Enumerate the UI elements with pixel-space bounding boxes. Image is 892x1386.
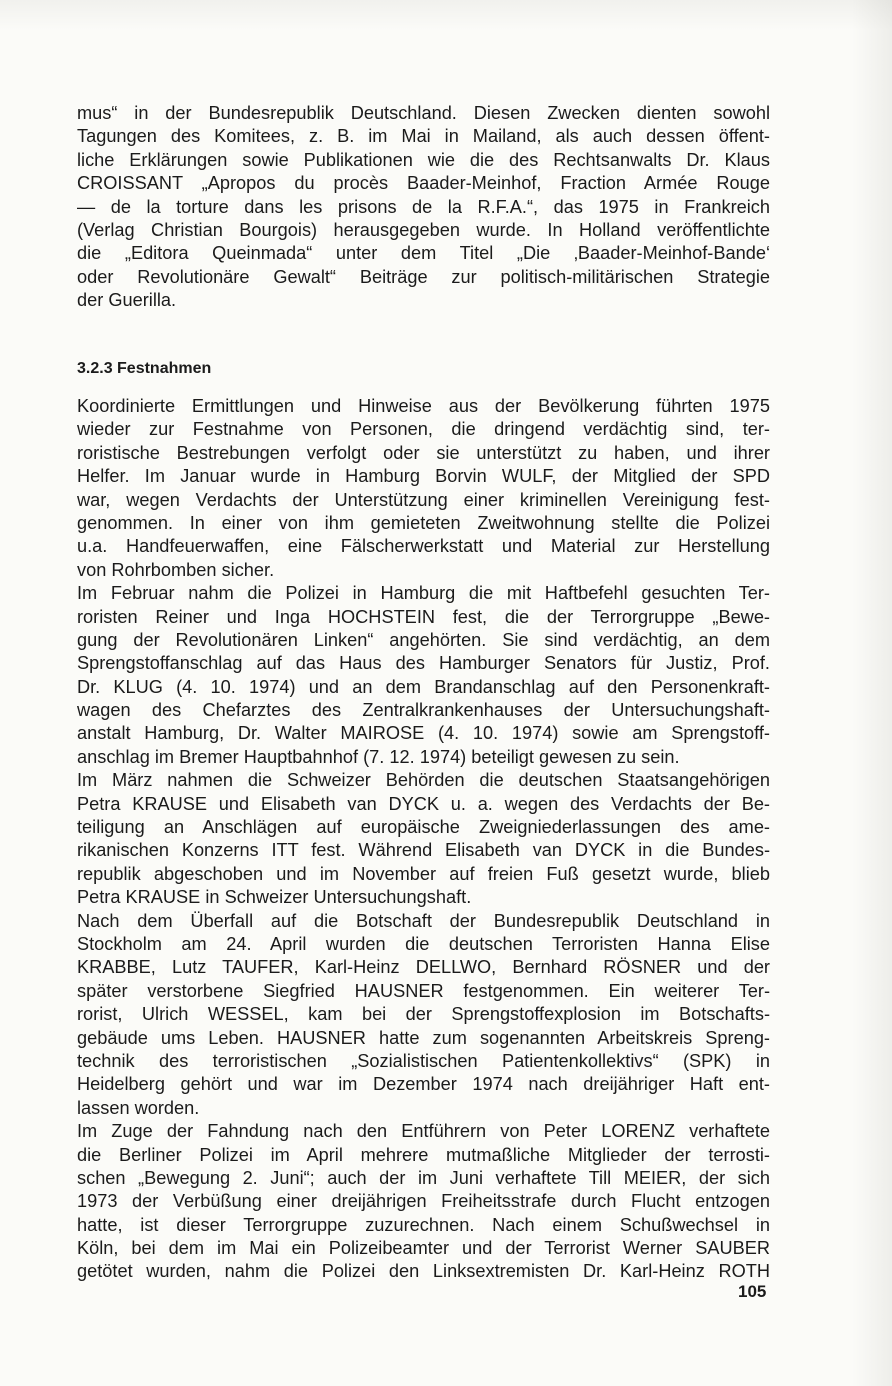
text-line: technik des terroristischen „Sozialistischen Patientenkollektivs“ (SPK) in <box>77 1050 770 1071</box>
text-line: (Verlag Christian Bourgois) herausgegeben wurde. In Holland veröffentlichte <box>77 219 770 240</box>
text-line: wieder zur Festnahme von Personen, die dringend verdächtig sind, ter- <box>77 419 770 440</box>
section-body <box>77 395 770 1284</box>
text-line: später verstorbene Siegfried HAUSNER festgenommen. Ein weiterer Ter- <box>77 980 770 1001</box>
text-line: gung der Revolutionären Linken“ angehörten. Sie sind verdächtig, an dem <box>77 629 770 650</box>
text-line: u.a. Handfeuerwaffen, eine Fälscherwerkstatt und Material zur Herstellung <box>77 536 770 557</box>
text-line: roristen Reiner und Inga HOCHSTEIN fest, die der Terrorgruppe „Bewe- <box>77 606 770 627</box>
text-line: 1973 der Verbüßung einer dreijährigen Freiheitsstrafe durch Flucht entzogen <box>77 1191 770 1212</box>
text-line: getötet wurden, nahm die Polizei den Linksextremisten Dr. Karl-Heinz ROTH <box>77 1261 770 1282</box>
text-line: Koordinierte Ermittlungen und Hinweise aus der Bevölkerung führten 1975 <box>77 396 770 416</box>
text-line: — de la torture dans les prisons de la R.F.A.“, das 1975 in Frankreich <box>77 196 770 217</box>
text-line: rorist, Ulrich WESSEL, kam bei der Sprengstoffexplosion im Botschafts- <box>77 1004 770 1025</box>
text-line: Tagungen des Komitees, z. B. im Mai in Mailand, als auch dessen öffent- <box>77 126 770 147</box>
text-line: war, wegen Verdachts der Unterstützung einer kriminellen Vereinigung fest- <box>77 489 770 510</box>
text-line: KRABBE, Lutz TAUFER, Karl-Heinz DELLWO, Bernhard RÖSNER und der <box>77 957 770 978</box>
text-line: Im Zuge der Fahndung nach den Entführern von Peter LORENZ verhaftete <box>77 1121 770 1142</box>
text-line: Köln, bei dem im Mai ein Polizeibeamter und der Terrorist Werner SAUBER <box>77 1238 770 1259</box>
text-line: Stockholm am 24. April wurden die deutschen Terroristen Hanna Elise <box>77 933 770 954</box>
text-line: rikanischen Konzerns ITT fest. Während Elisabeth van DYCK in die Bundes- <box>77 840 770 861</box>
text-line: hatte, ist dieser Terrorgruppe zuzurechnen. Nach einem Schußwechsel in <box>77 1214 770 1235</box>
text-line: roristische Bestrebungen verfolgt oder sie unterstützt zu haben, und ihrer <box>77 442 770 463</box>
text-line: genommen. In einer von ihm gemieteten Zweitwohnung stellte die Polizei <box>77 512 770 533</box>
text-line: oder Revolutionäre Gewalt“ Beiträge zur politisch-militärischen Strategie <box>77 266 770 287</box>
text-line: Petra KRAUSE und Elisabeth van DYCK u. a. wegen des Verdachts der Be- <box>77 793 770 814</box>
page-top-shadow <box>0 0 892 30</box>
text-line: von Rohrbomben sicher. <box>77 559 275 580</box>
text-line: schen „Bewegung 2. Juni“; auch der im Juni verhaftete Till MEIER, der sich <box>77 1167 770 1188</box>
text-line: gebäude ums Leben. HAUSNER hatte zum sogenannten Arbeitskreis Spreng- <box>77 1027 770 1048</box>
text-line: mus“ in der Bundesrepublik Deutschland. Diesen Zwecken dienten sowohl <box>77 103 770 123</box>
text-line: Nach dem Überfall auf die Botschaft der Bundesrepublik Deutschland in <box>77 910 770 931</box>
text-line: CROISSANT „Apropos du procès Baader-Meinhof, Fraction Armée Rouge <box>77 173 770 194</box>
text-line: teiligung an Anschlägen auf europäische Zweigniederlassungen des ame- <box>77 817 770 838</box>
text-line: Helfer. Im Januar wurde in Hamburg Borvin WULF, der Mitglied der SPD <box>77 466 770 487</box>
intro-paragraph <box>77 102 770 313</box>
page-number: 105 <box>738 1282 767 1301</box>
text-line: liche Erklärungen sowie Publikationen wie die des Rechtsanwalts Dr. Klaus <box>77 149 770 170</box>
text-line: die „Editora Queinmada“ unter dem Titel „Die ‚Baader-Meinhof-Bande‘ <box>77 243 770 264</box>
text-line: republik abgeschoben und im November auf freien Fuß gesetzt wurde, blieb <box>77 863 770 884</box>
text-line: Petra KRAUSE in Schweizer Untersuchungshaft. <box>77 887 472 908</box>
text-line: Im März nahmen die Schweizer Behörden die deutschen Staatsangehörigen <box>77 770 770 791</box>
text-line: der Guerilla. <box>77 290 177 311</box>
text-line: Sprengstoffanschlag auf das Haus des Hamburger Senators für Justiz, Prof. <box>77 653 770 674</box>
text-line: Heidelberg gehört und war im Dezember 1974 nach dreijähriger Haft ent- <box>77 1074 770 1095</box>
section-heading: 3.2.3 Festnahmen <box>77 360 212 377</box>
text-line: wagen des Chefarztes des Zentralkrankenhauses der Untersuchungshaft- <box>77 700 770 721</box>
text-line: anschlag im Bremer Hauptbahnhof (7. 12. 1974) beteiligt gewesen zu sein. <box>77 746 680 767</box>
text-line: die Berliner Polizei im April mehrere mutmaßliche Mitglieder der terrosti- <box>77 1144 770 1165</box>
text-line: Im Februar nahm die Polizei in Hamburg die mit Haftbefehl gesuchten Ter- <box>77 583 770 604</box>
text-line: lassen worden. <box>77 1097 200 1118</box>
text-line: anstalt Hamburg, Dr. Walter MAIROSE (4. 10. 1974) sowie am Sprengstoff- <box>77 723 770 744</box>
text-line: Dr. KLUG (4. 10. 1974) und an dem Brandanschlag auf den Personenkraft- <box>77 676 770 697</box>
page-edge-shadow <box>852 0 892 1386</box>
